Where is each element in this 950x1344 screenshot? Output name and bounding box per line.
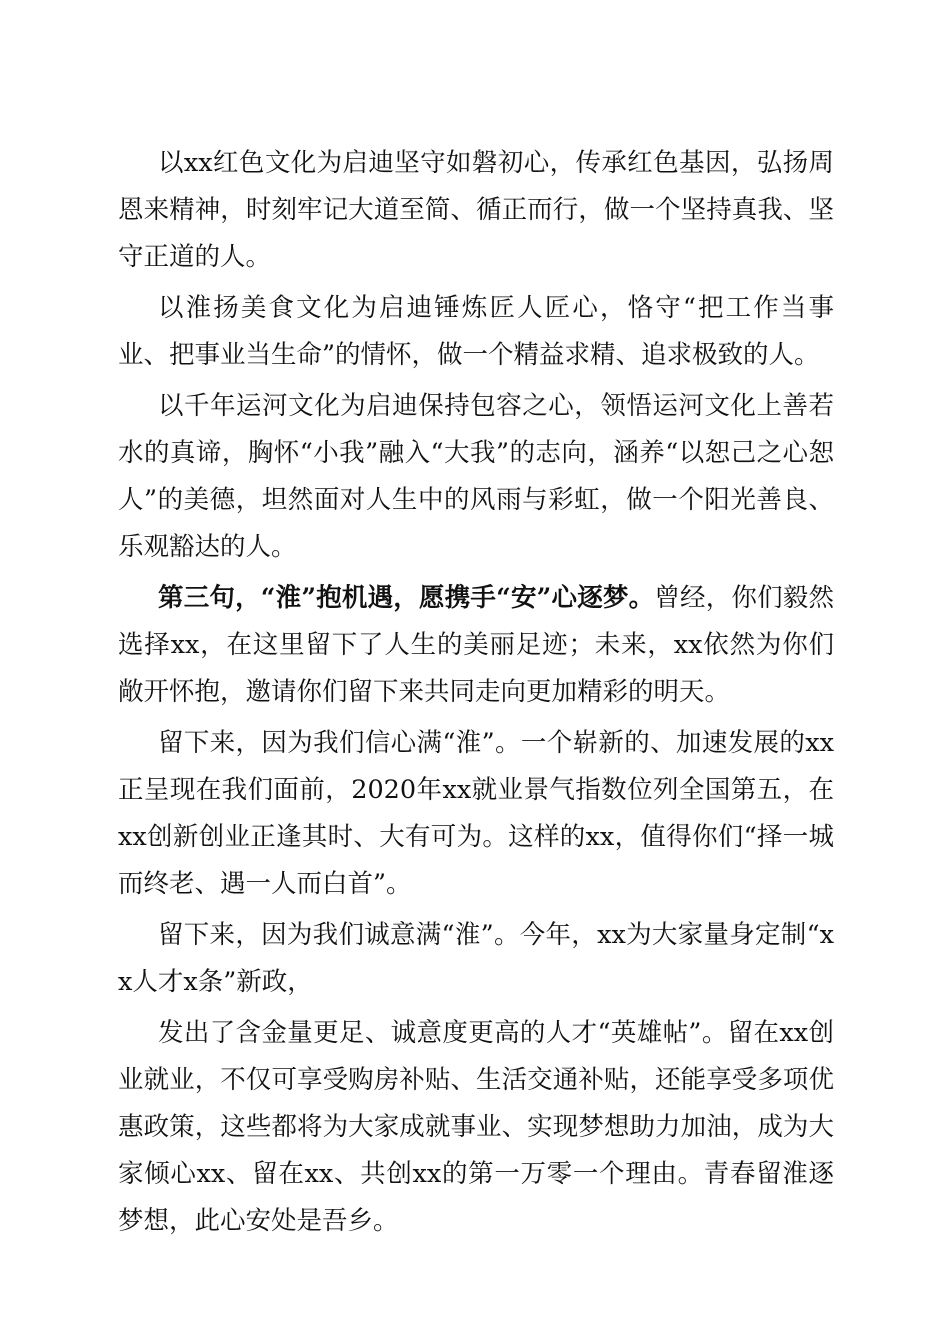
paragraph-food-culture: 以淮扬美食文化为启迪锤炼匠人匠心，恪守“把工作当事业、把事业当生命”的情怀，做一个精益求精、追求极致的人。 — [118, 293, 834, 370]
paragraph-lead-heading: 第三句，“淮”抱机遇，愿携手“安”心逐梦。 — [158, 583, 655, 613]
paragraph-third-sentence — [118, 575, 834, 716]
paragraph-third-body: 曾经，你们毅然选择xx，在这里留下了人生的美丽足迹；未来，xx依然为你们敞开怀抱，邀请你们留下来共同走向更加精彩的明天。 — [118, 583, 834, 707]
document-body — [118, 140, 834, 1249]
paragraph-confidence: 留下来，因为我们信心满“淮”。一个崭新的、加速发展的xx正呈现在我们面前，2020年xx就业景气指数位列全国第五，在xx创新创业正逢其时、大有可为。这样的xx，值得你们“择一城而终老、遇一人而白首”。 — [118, 728, 834, 899]
paragraph-sincerity: 留下来，因为我们诚意满“淮”。今年，xx为大家量身定制“xx人才x条”新政， — [118, 920, 834, 997]
paragraph-red-culture: 以xx红色文化为启迪坚守如磐初心，传承红色基因，弘扬周恩来精神，时刻牢记大道至简、循正而行，做一个坚持真我、坚守正道的人。 — [118, 148, 834, 272]
paragraph-invitation: 发出了含金量更足、诚意度更高的人才“英雄帖”。留在xx创业就业，不仅可享受购房补贴、生活交通补贴，还能享受多项优惠政策，这些都将为大家成就事业、实现梦想助力加油，成为大家倾心xx、留在xx、共创xx的第一万零一个理由。青春留淮逐梦想，此心安处是吾乡。 — [118, 1018, 834, 1236]
paragraph-canal-culture: 以千年运河文化为启迪保持包容之心，领悟运河文化上善若水的真谛，胸怀“小我”融入“大我”的志向，涵养“以恕己之心恕人”的美德，坦然面对人生中的风雨与彩虹，做一个阳光善良、乐观豁达的人。 — [118, 391, 834, 562]
